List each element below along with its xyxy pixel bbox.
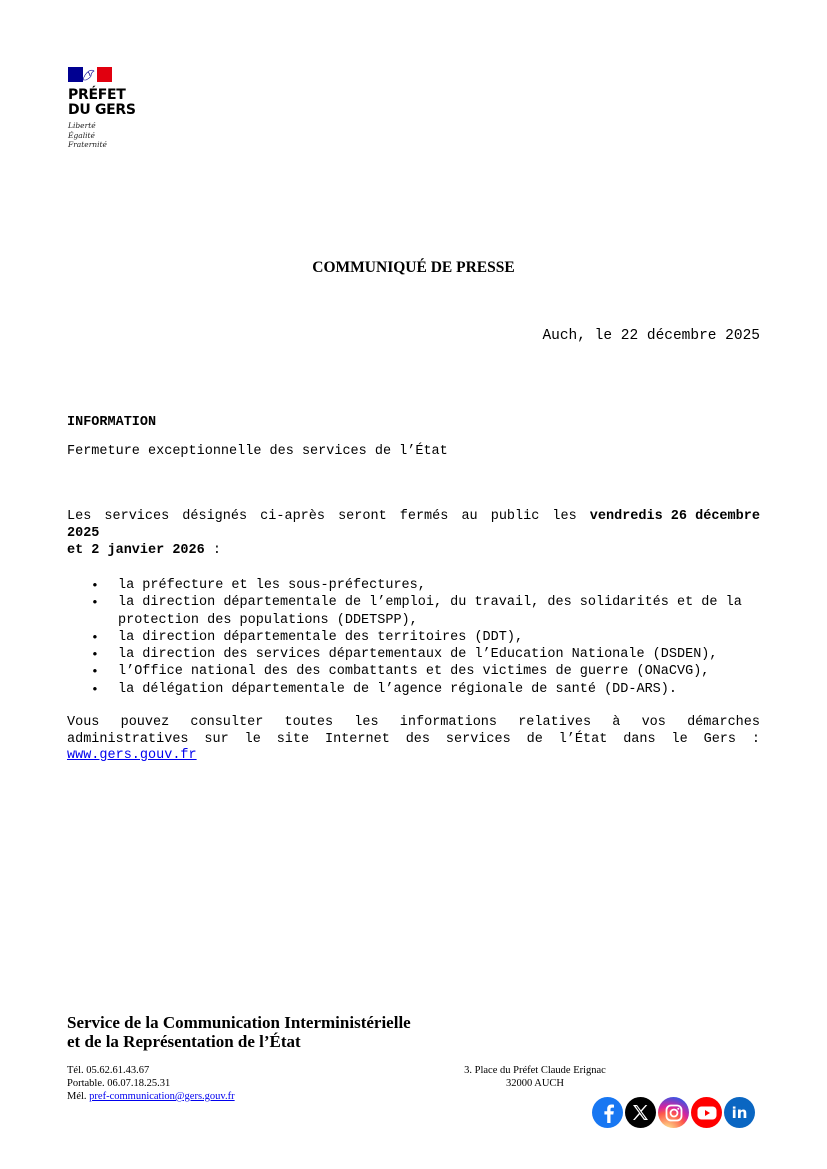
motto-fraternite: Fraternité bbox=[68, 140, 107, 149]
footer-mail bbox=[67, 1090, 235, 1103]
facebook-icon[interactable] bbox=[592, 1097, 623, 1128]
marianne-icon bbox=[81, 68, 95, 81]
closed-services-list bbox=[67, 577, 760, 698]
email-link[interactable]: pref-communication@gers.gouv.fr bbox=[89, 1091, 235, 1102]
intro-word: seront bbox=[338, 509, 387, 524]
intro-word: Les bbox=[67, 509, 92, 524]
logo-line-prefet: PRÉFET bbox=[68, 87, 126, 103]
intro-line-2 bbox=[67, 525, 760, 542]
instagram-icon[interactable] bbox=[658, 1097, 689, 1128]
outro-paragraph bbox=[67, 715, 760, 765]
website-link[interactable]: www.gers.gouv.fr bbox=[67, 748, 197, 763]
footer-title-line-1: Service de la Communication Interministérielle bbox=[67, 1013, 411, 1032]
page-title: COMMUNIQUÉ DE PRESSE bbox=[312, 259, 515, 276]
mail-label: Mél. bbox=[67, 1091, 87, 1102]
list-item: • la direction des services départementaux de l’Education Nationale (DSDEN), bbox=[67, 646, 760, 663]
intro-word: au bbox=[461, 509, 478, 524]
intro-colon: : bbox=[204, 543, 221, 558]
logo-line-gers: DU GERS bbox=[68, 102, 136, 118]
intro-bold-date: vendredis 26 décembre bbox=[589, 509, 760, 524]
list-item: • la direction départementale des territoires (DDT), bbox=[67, 629, 760, 646]
intro-word: ci-après bbox=[260, 509, 325, 524]
address-line-2: 32000 AUCH bbox=[505, 1078, 565, 1089]
footer-service-name bbox=[67, 1013, 411, 1051]
list-item: • la direction départementale de l’emploi, du travail, des solidarités et de la protection des populations (DDETSPP), bbox=[67, 594, 760, 629]
intro-word: désignés bbox=[182, 509, 248, 524]
intro-bold-year: 2025 bbox=[67, 526, 100, 541]
motto bbox=[68, 121, 168, 150]
list-item: • la délégation départementale de l’agence régionale de santé (DD-ARS). bbox=[67, 681, 760, 698]
linkedin-icon[interactable]: in bbox=[724, 1097, 755, 1128]
footer-portable: Portable. 06.07.18.25.31 bbox=[67, 1078, 171, 1089]
youtube-icon[interactable] bbox=[691, 1097, 722, 1128]
intro-line-1 bbox=[67, 508, 760, 525]
subject-line: Fermeture exceptionnelle des services de l’État bbox=[67, 444, 448, 459]
footer-contact bbox=[67, 1064, 235, 1103]
address-line-1: 3. Place du Préfet Claude Erignac bbox=[464, 1065, 606, 1076]
intro-paragraph bbox=[67, 508, 760, 559]
intro-line-3 bbox=[67, 542, 760, 559]
list-item: • la préfecture et les sous-préfectures, bbox=[67, 577, 760, 594]
outro-line-1: Vous pouvez consulter toutes les informations relatives à vos démarches bbox=[67, 715, 760, 730]
social-icons bbox=[592, 1097, 755, 1128]
x-icon[interactable] bbox=[625, 1097, 656, 1128]
footer-tel: Tél. 05.62.61.43.67 bbox=[67, 1065, 150, 1076]
press-date: Auch, le 22 décembre 2025 bbox=[542, 328, 760, 344]
intro-word: public bbox=[490, 509, 540, 524]
footer-title-line-2: et de la Représentation de l’État bbox=[67, 1032, 301, 1051]
french-flag-icon bbox=[68, 67, 112, 82]
motto-liberte: Liberté bbox=[68, 121, 96, 130]
footer-address bbox=[435, 1064, 635, 1090]
prefecture-logo bbox=[68, 67, 168, 150]
intro-bold-second-date: et 2 janvier 2026 bbox=[67, 543, 205, 558]
list-item: • l’Office national des des combattants et des victimes de guerre (ONaCVG), bbox=[67, 663, 760, 680]
info-label: INFORMATION bbox=[67, 415, 157, 430]
intro-word: les bbox=[552, 509, 577, 524]
intro-word: services bbox=[104, 509, 170, 524]
motto-egalite: Égalité bbox=[68, 130, 95, 140]
outro-line-2: administratives sur le site Internet des services de l’État dans le Gers : bbox=[67, 731, 760, 747]
intro-word: fermés bbox=[399, 509, 449, 524]
